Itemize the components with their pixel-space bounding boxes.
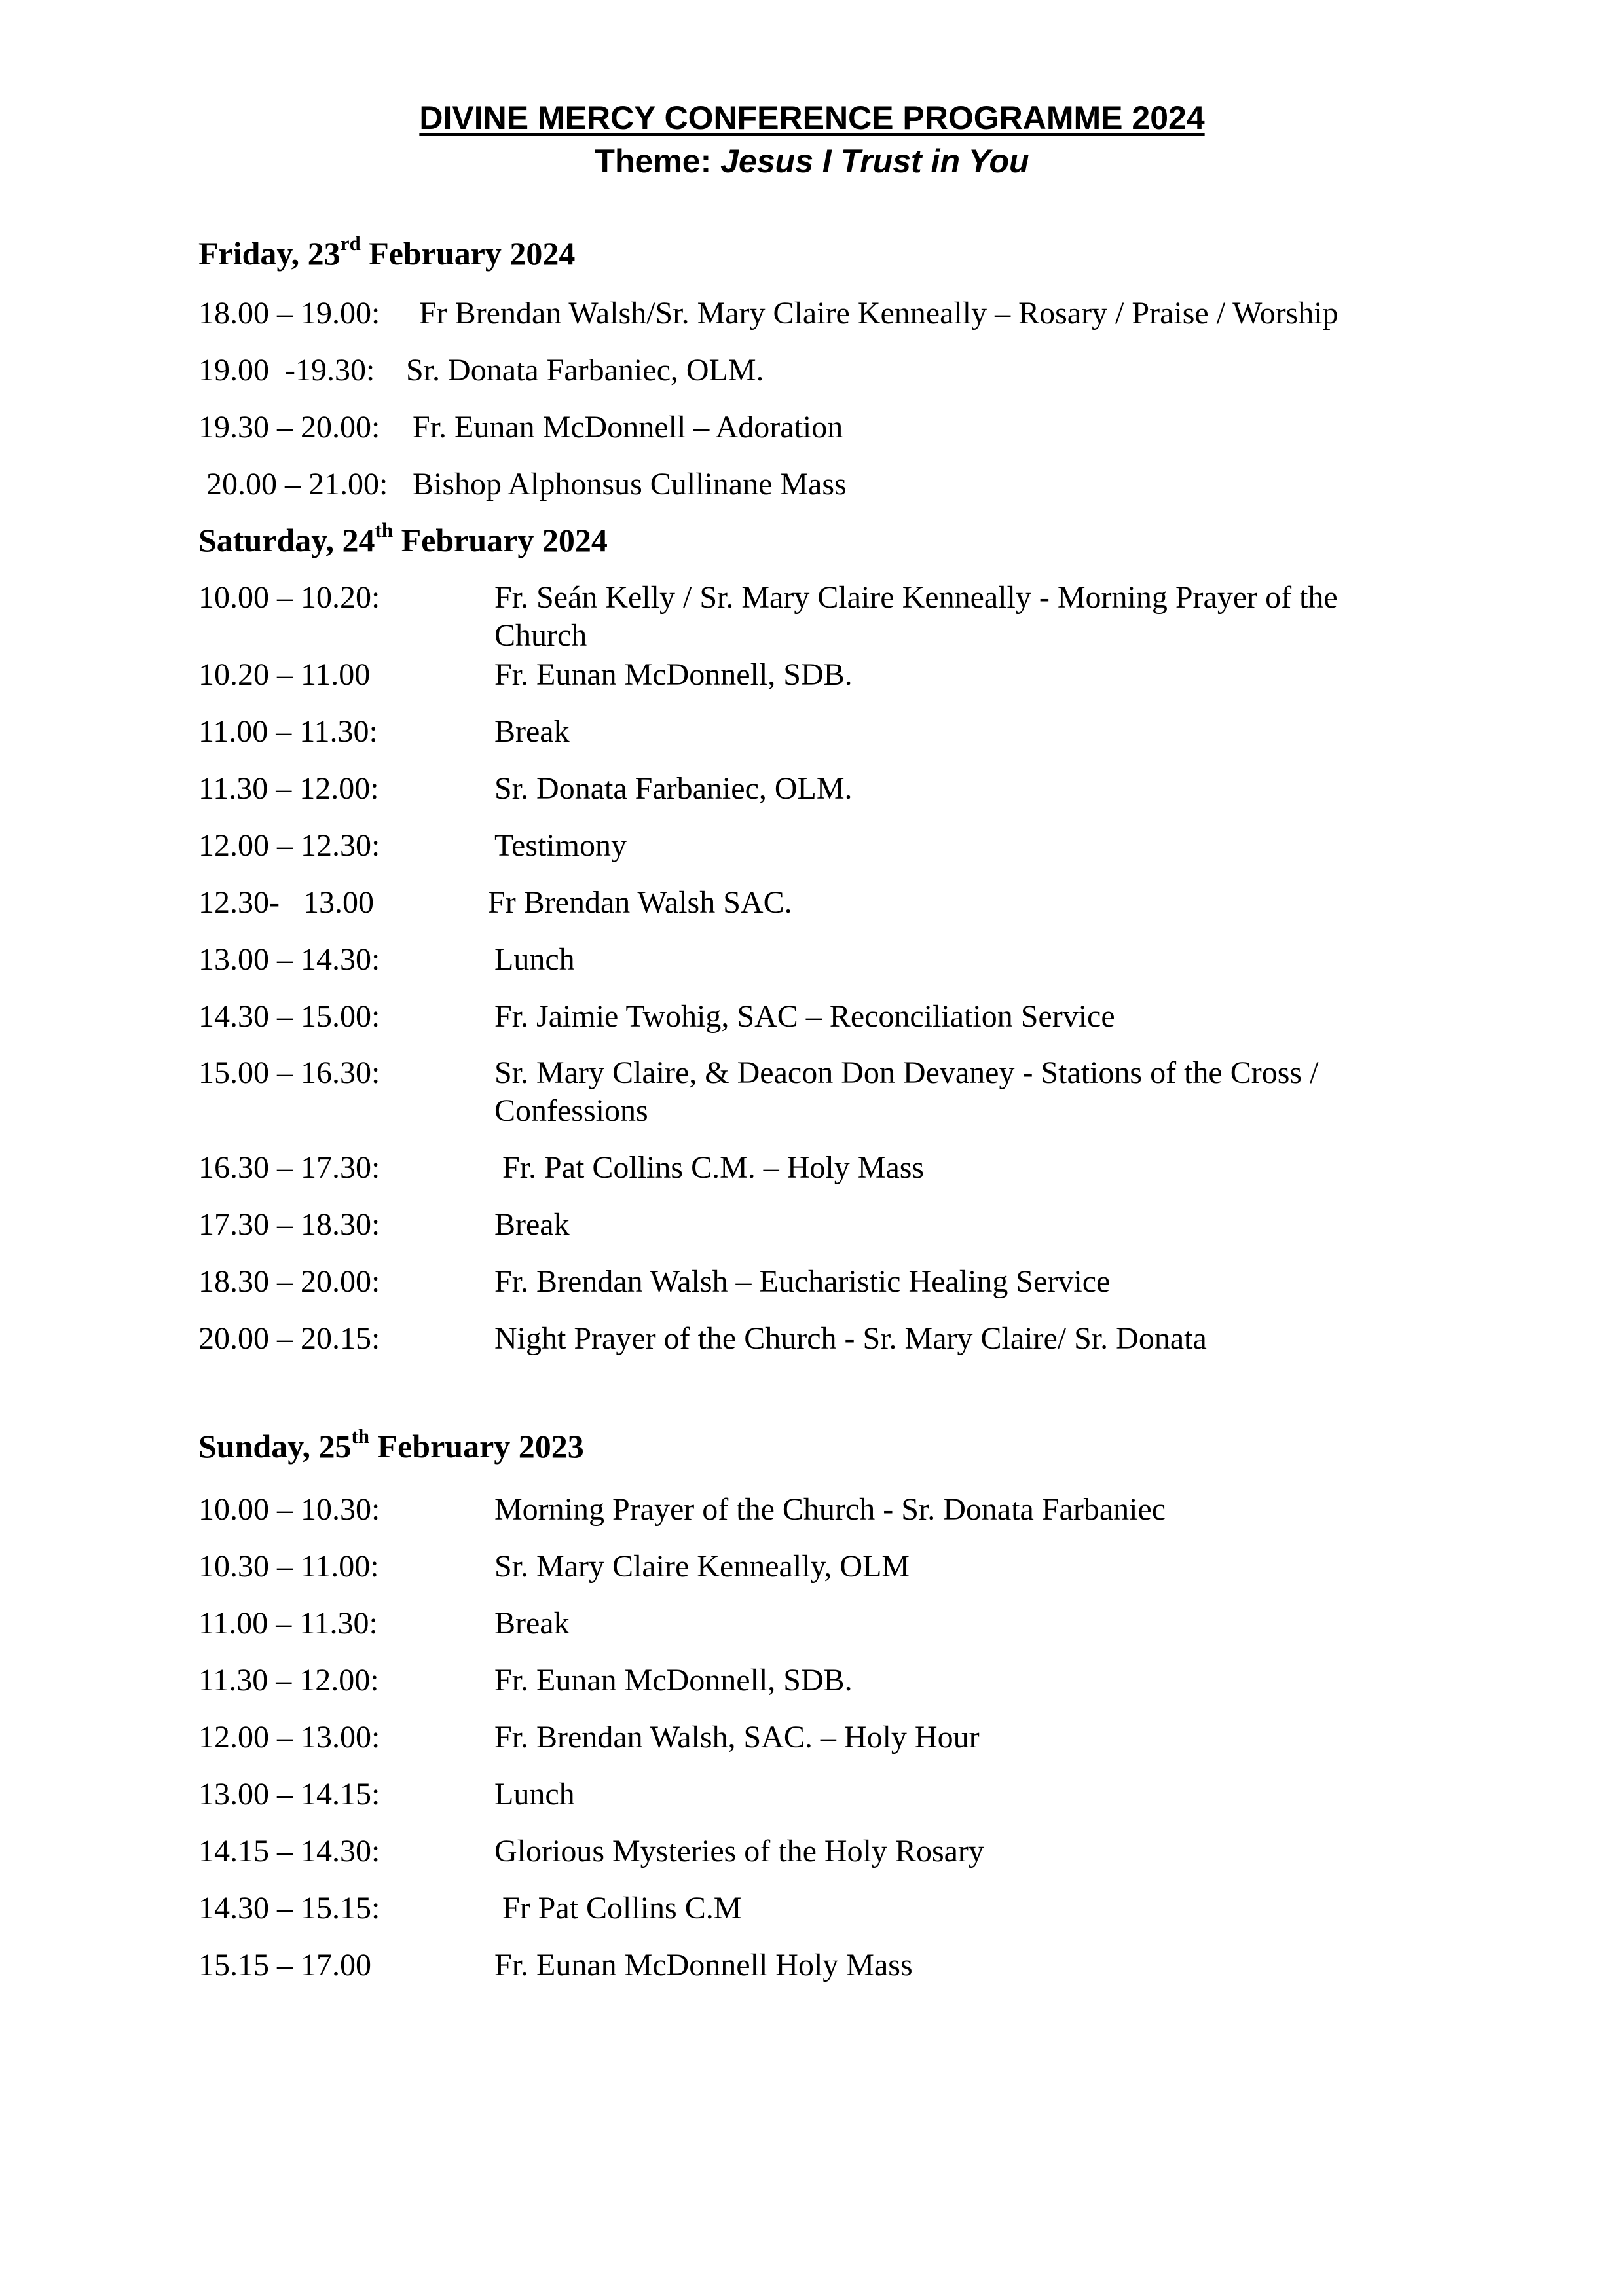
session-detail: Fr. Brendan Walsh, SAC. – Holy Hour [494,1720,980,1755]
time-slot: 18.30 – 20.00: [198,1264,380,1299]
time-slot: 14.15 – 14.30: [198,1834,380,1868]
time-slot: 10.00 – 10.20: [198,580,380,615]
session-detail: Fr. Eunan McDonnell Holy Mass [494,1948,913,1982]
time-slot: 12.00 – 12.30: [198,828,380,863]
time-slot: 14.30 – 15.00: [198,999,380,1034]
time-slot: 20.00 – 20.15: [198,1321,380,1356]
time-slot: 18.00 – 19.00: [198,296,380,331]
time-slot: 16.30 – 17.30: [198,1150,380,1185]
session-detail: Fr. Brendan Walsh – Eucharistic Healing Service [494,1264,1111,1299]
day-heading-ordinal: th [375,519,394,542]
time-slot: 19.30 – 20.00: [198,410,380,445]
session-detail: Bishop Alphonsus Cullinane Mass [413,467,847,501]
session-detail: Fr. Eunan McDonnell – Adoration [413,410,843,445]
session-detail: Sr. Mary Claire Kenneally, OLM [494,1549,910,1584]
day-heading-prefix: Saturday, 24 [198,522,375,558]
time-slot: 20.00 – 21.00: [198,467,388,501]
session-detail: Break [494,1606,570,1641]
session-detail: Fr. Eunan McDonnell, SDB. [494,657,853,692]
day-heading-prefix: Friday, 23 [198,235,341,272]
programme-title: DIVINE MERCY CONFERENCE PROGRAMME 2024 [419,100,1205,136]
time-slot: 17.30 – 18.30: [198,1207,380,1242]
day-heading-suffix: February 2024 [393,522,608,558]
time-slot: 11.00 – 11.30: [198,1606,378,1641]
theme-label: Theme: [595,143,721,179]
session-detail: Fr. Jaimie Twohig, SAC – Reconciliation Service [494,999,1115,1034]
session-detail: Fr. Seán Kelly / Sr. Mary Claire Kenneally - Morning Prayer of the Church [494,580,1338,653]
session-detail: Fr. Pat Collins C.M. – Holy Mass [502,1150,925,1185]
session-detail: Night Prayer of the Church - Sr. Mary Claire/ Sr. Donata [494,1321,1207,1356]
day-heading-suffix: February 2023 [369,1428,584,1465]
theme-value: Jesus I Trust in You [720,143,1029,179]
day-heading-friday [198,234,575,273]
programme-theme [0,140,1624,182]
session-detail: Testimony [494,828,627,863]
session-detail: Glorious Mysteries of the Holy Rosary [494,1834,984,1868]
time-slot: 15.00 – 16.30: [198,1055,380,1090]
time-slot: 10.00 – 10.30: [198,1492,380,1527]
time-slot: 12.30- 13.00 [198,885,374,920]
day-heading-ordinal: th [351,1425,370,1448]
session-detail: Sr. Donata Farbaniec, OLM. [494,771,853,806]
time-slot: 13.00 – 14.15: [198,1777,380,1812]
time-slot: 19.00 -19.30: [198,353,375,388]
session-detail: Fr Brendan Walsh SAC. [488,885,792,920]
session-detail: Break [494,714,570,749]
session-detail: Break [494,1207,570,1242]
session-detail: Lunch [494,942,575,977]
time-slot: 15.15 – 17.00 [198,1948,371,1982]
time-slot: 14.30 – 15.15: [198,1891,380,1925]
session-detail: Sr. Mary Claire, & Deacon Don Devaney - Stations of the Cross / Confessions [494,1055,1319,1128]
time-slot: 11.00 – 11.30: [198,714,378,749]
day-heading-sunday [198,1427,584,1466]
session-detail: Morning Prayer of the Church - Sr. Donata Farbaniec [494,1492,1166,1527]
time-slot: 10.30 – 11.00: [198,1549,379,1584]
day-heading-ordinal: rd [340,232,361,255]
day-heading-suffix: February 2024 [360,235,576,272]
time-slot: 13.00 – 14.30: [198,942,380,977]
time-slot: 10.20 – 11.00 [198,657,371,692]
time-slot: 11.30 – 12.00: [198,1663,379,1698]
time-slot: 11.30 – 12.00: [198,771,379,806]
session-detail: Fr. Eunan McDonnell, SDB. [494,1663,853,1698]
time-slot: 12.00 – 13.00: [198,1720,380,1755]
day-heading-saturday [198,520,608,560]
session-detail: Lunch [494,1777,575,1812]
session-detail: Fr Brendan Walsh/Sr. Mary Claire Kenneally – Rosary / Praise / Worship [419,296,1338,331]
day-heading-prefix: Sunday, 25 [198,1428,352,1465]
session-detail: Fr Pat Collins C.M [502,1891,742,1925]
session-detail: Sr. Donata Farbaniec, OLM. [406,353,764,388]
